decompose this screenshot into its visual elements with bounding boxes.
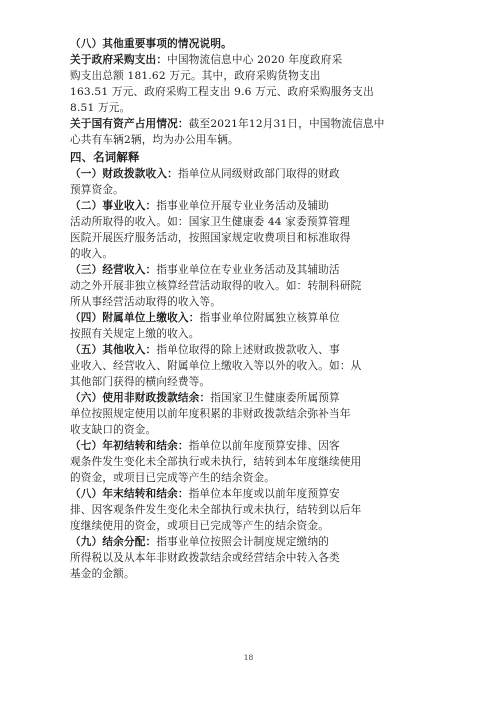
term-7-label: （七）年初结转和结余：: [70, 440, 189, 452]
term-1-text: 指单位从同级财政部门取得的财政: [177, 168, 340, 180]
term-4-line-1: [70, 311, 340, 325]
term-8-line-1: [70, 487, 340, 501]
procurement-text-1: 中国物流信息中心 2020 年度政府采: [167, 54, 343, 66]
glossary-title: 四、名词解释: [70, 150, 140, 164]
term-1-label: （一）财政拨款收入：: [70, 168, 178, 180]
term-7-text: 指单位以前年度预算安排、因客: [188, 440, 340, 452]
term-8-line-2: 排、因客观条件发生变化未全部执行或未执行，结转到以后年: [70, 504, 362, 516]
assets-label: 关于国有资产占用情况：: [70, 118, 189, 130]
term-4-label: （四）附属单位上缴收入：: [70, 312, 200, 324]
procurement-label: 关于政府采购支出：: [70, 54, 168, 66]
assets-text-1: 截至2021年12月31日，中国物流信息中: [188, 118, 385, 130]
term-3-label: （三）经营收入：: [70, 264, 157, 276]
term-6-line-2: 单位按照规定使用以前年度积累的非财政拨款结余弥补当年: [70, 408, 351, 420]
term-3-line-1: [70, 263, 340, 277]
procurement-para-line-3: 163.51 万元、政府采购工程支出 9.6 万元、政府采购服务支出: [70, 86, 374, 98]
term-9-line-2: 所得税以及从本年非财政拨款结余或经营结余中转入各类: [70, 552, 340, 564]
term-7-line-3: 的资金，或项目已完成等产生的结余资金。: [70, 472, 276, 484]
term-5-line-1: [70, 343, 340, 357]
term-6-line-3: 收支缺口的资金。: [70, 424, 157, 436]
term-6-text: 指国家卫生健康委所属预算: [210, 392, 340, 404]
term-3-line-2: 动之外开展非独立核算经营活动取得的收入。如：转制科研院: [70, 280, 362, 292]
other-matters-heading: （八）其他重要事项的情况说明。: [70, 38, 232, 50]
procurement-para-line-2: 购支出总额 181.62 万元。其中，政府采购货物支出: [70, 70, 321, 82]
term-5-line-2: 业收入、经营收入、附属单位上缴收入等以外的收入。如：从: [70, 360, 362, 372]
term-6-label: （六）使用非财政拨款结余：: [70, 392, 211, 404]
term-7-line-2: 观条件发生变化未全部执行或未执行，结转到本年度继续使用: [70, 456, 362, 468]
term-2-line-2: 活动所取得的收入。如：国家卫生健康委 44 家委预算管理: [70, 216, 351, 228]
term-8-line-3: 度继续使用的资金，或项目已完成等产生的结余资金。: [70, 520, 330, 532]
term-2-line-3: 医院开展医疗服务活动，按照国家规定收费项目和标准取得: [70, 232, 351, 244]
term-1-line-1: [70, 167, 340, 181]
term-2-label: （二）事业收入：: [70, 200, 157, 212]
term-2-line-1: [70, 199, 329, 213]
term-2-text: 指事业单位开展专业业务活动及辅助: [156, 200, 330, 212]
term-3-line-3: 所从事经营活动取得的收入等。: [70, 296, 222, 308]
procurement-para-line-4: 8.51 万元。: [70, 102, 131, 114]
term-2-line-4: 的收入。: [70, 248, 114, 260]
term-9-label: （九）结余分配：: [70, 536, 157, 548]
term-5-line-3: 其他部门获得的横向经费等。: [70, 376, 211, 388]
term-4-line-2: 按照有关规定上缴的收入。: [70, 328, 200, 340]
term-5-text: 指单位取得的除上述财政拨款收入、事: [156, 344, 340, 356]
term-4-text: 指事业单位附属独立核算单位: [199, 312, 340, 324]
term-8-label: （八）年末结转和结余：: [70, 488, 189, 500]
term-3-text: 指事业单位在专业业务活动及其辅助活: [156, 264, 340, 276]
assets-para-line-2: 心共有车辆2辆，均为办公用车辆。: [70, 134, 239, 146]
term-6-line-1: [70, 391, 340, 405]
term-9-text: 指事业单位按照会计制度规定缴纳的: [156, 536, 330, 548]
term-1-line-2: 预算资金。: [70, 184, 124, 196]
term-9-line-3: 基金的金额。: [70, 568, 135, 580]
term-5-label: （五）其他收入：: [70, 344, 157, 356]
page-number: 18: [243, 653, 254, 662]
term-7-line-1: [70, 439, 340, 453]
term-9-line-1: [70, 535, 329, 549]
procurement-para-line-1: [70, 53, 342, 67]
assets-para-line-1: [70, 117, 385, 131]
term-8-text: 指单位本年度或以前年度预算安: [188, 488, 340, 500]
